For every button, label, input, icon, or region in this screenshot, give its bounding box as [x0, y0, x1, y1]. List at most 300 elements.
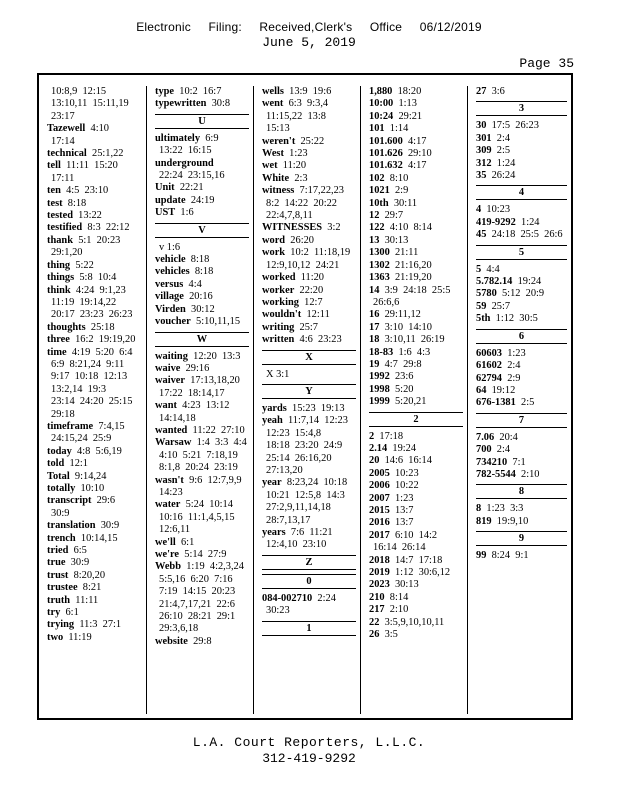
entry-references: 23:17: [51, 110, 75, 122]
entry-headword: test: [47, 197, 63, 209]
section-letter: Z: [262, 555, 356, 570]
entry-references: 5:8 10:4: [79, 272, 117, 284]
entry-references: 19:24: [517, 276, 542, 288]
entry-headword: wet: [262, 160, 278, 172]
entry-references: 13:10,11 15:11,19: [51, 98, 129, 110]
index-entry: [262, 98, 356, 110]
index-entry: [262, 515, 356, 527]
entry-references: 6:10 14:2: [394, 529, 438, 541]
index-entry: [47, 98, 142, 110]
index-entry: [476, 288, 567, 300]
entry-headword: West: [262, 148, 284, 160]
entry-headword: translation: [47, 520, 96, 532]
entry-references: 2:24: [317, 592, 336, 604]
entry-headword: thing: [47, 259, 71, 271]
entry-references: 5:20,21: [394, 396, 427, 408]
page-number: Page 35: [519, 56, 574, 71]
index-entry: [262, 285, 356, 297]
entry-references: 8:1,8 20:24 23:19: [159, 462, 238, 474]
index-entry: [369, 493, 463, 505]
entry-headword: 5: [476, 263, 482, 275]
entry-headword: 419-9292: [476, 216, 516, 228]
entry-references: 8:18: [194, 266, 214, 278]
entry-references: 21:4,7,17,21 22:6: [159, 598, 235, 610]
index-entry: [476, 444, 567, 456]
entry-headword: today: [47, 445, 72, 457]
index-entry: [47, 260, 142, 272]
index-entry: [369, 517, 463, 529]
section-letter: 0: [262, 574, 356, 589]
entry-headword: try: [47, 607, 61, 619]
entry-references: 21:16,20: [394, 259, 432, 271]
entry-references: 26:20: [290, 234, 314, 246]
entry-references: 4:8 5:6,19: [77, 445, 122, 457]
entry-references: 13:22: [78, 210, 102, 222]
entry-headword: 1302: [369, 259, 390, 271]
index-entry: [47, 533, 142, 545]
index-entry: [47, 160, 142, 172]
entry-headword: type: [155, 86, 175, 97]
entry-headword: 10:24: [369, 110, 394, 122]
entry-headword: 1,880: [369, 86, 393, 97]
index-entry: [369, 123, 463, 135]
entry-references: 29:1,20: [51, 247, 83, 259]
entry-headword: technical: [47, 148, 87, 160]
entry-headword: 101.632: [369, 160, 403, 172]
index-entry: [155, 254, 249, 266]
entry-headword: things: [47, 272, 75, 284]
index-entry: [155, 351, 249, 363]
entry-references: 13:22 16:15: [159, 145, 212, 157]
section-letter: 8: [476, 484, 567, 499]
index-entry: [155, 304, 249, 316]
entry-references: 4:4: [486, 263, 500, 275]
index-entry: [476, 360, 567, 372]
index-entry: [369, 160, 463, 172]
index-entry: [369, 86, 463, 98]
entry-references: 1:23 3:3: [486, 503, 524, 515]
index-entry: [47, 409, 142, 421]
index-entry: [47, 619, 142, 631]
entry-headword: 782-5544: [476, 468, 516, 480]
index-column: [39, 86, 146, 714]
section-letter: 5: [476, 245, 567, 260]
entry-headword: 217: [369, 604, 385, 616]
entry-references: 4:10 5:21 7:18,19: [159, 449, 238, 461]
entry-headword: 5th: [476, 313, 491, 325]
entry-headword: trying: [47, 619, 75, 631]
index-entry: [47, 384, 142, 396]
index-entry: [369, 247, 463, 259]
entry-references: 30:8: [211, 98, 231, 110]
entry-headword: 18-83: [369, 346, 394, 358]
section-letter: U: [155, 114, 249, 129]
entry-references: 17:13,18,20: [190, 375, 240, 387]
index-entry: [47, 123, 142, 135]
entry-headword: yards: [262, 402, 287, 414]
index-entry: [47, 545, 142, 557]
index-entry: [262, 403, 356, 415]
entry-headword: 309: [476, 145, 492, 157]
entry-headword: time: [47, 346, 67, 358]
index-entry: [155, 450, 249, 462]
entry-references: 8:21: [82, 582, 102, 594]
entry-references: 27:2,9,11,14,18: [266, 502, 331, 514]
entry-references: 25:7: [299, 321, 319, 333]
entry-references: 11:7,14 12:23: [288, 415, 348, 427]
entry-references: 23:14 24:20 25:15: [51, 396, 133, 408]
entry-headword: totally: [47, 483, 76, 494]
index-entry: [262, 210, 356, 222]
entry-references: 10:22: [394, 480, 419, 492]
entry-headword: two: [47, 631, 64, 643]
index-entry: [47, 222, 142, 234]
index-entry: [47, 285, 142, 297]
index-entry: [47, 570, 142, 582]
index-entry: [155, 388, 249, 400]
entry-headword: 1998: [369, 383, 390, 395]
index-entry: [476, 503, 567, 515]
entry-references: 26:24: [491, 170, 516, 182]
index-entry: [262, 527, 356, 539]
index-entry: [47, 148, 142, 160]
entry-headword: water: [155, 499, 181, 511]
entry-references: 1:24: [521, 216, 540, 228]
index-entry: [262, 477, 356, 489]
index-entry: [369, 542, 463, 554]
entry-references: 11:11: [75, 594, 99, 606]
entry-references: 10:16 11:1,4,5,15: [159, 511, 235, 523]
entry-headword: 60603: [476, 347, 502, 359]
entry-references: 12:1: [69, 458, 89, 470]
index-column: [253, 86, 360, 714]
entry-headword: 13: [369, 234, 380, 246]
entry-references: 12:9,10,12 24:21: [266, 259, 340, 271]
entry-headword: typewritten: [155, 98, 207, 110]
entry-references: 1:12 30:6,12: [394, 567, 451, 579]
index-entry: [47, 582, 142, 594]
index-entry: [262, 334, 356, 346]
entry-references: 1:14: [389, 123, 409, 135]
entry-headword: yeah: [262, 415, 283, 427]
entry-headword: witness: [262, 185, 295, 197]
index-entry: [476, 385, 567, 397]
index-entry: [155, 561, 249, 573]
index-entry: [155, 413, 249, 425]
index-entry: [369, 173, 463, 185]
entry-references: 4:23 13:12: [182, 400, 230, 412]
entry-headword: 4: [476, 204, 482, 216]
index-entry: [369, 347, 463, 359]
entry-references: 4:17: [407, 160, 427, 172]
entry-headword: tested: [47, 210, 73, 222]
entry-headword: writing: [262, 321, 295, 333]
entry-references: 10:10: [80, 483, 105, 494]
entry-headword: 10th: [369, 197, 389, 209]
index-entry: [369, 443, 463, 455]
index-entry: [262, 465, 356, 477]
filing-header-part: Office: [369, 20, 403, 34]
entry-headword: trustee: [47, 582, 78, 594]
entry-references: 25:1,22: [92, 148, 124, 160]
section-letter: W: [155, 332, 249, 347]
index-entry: [369, 384, 463, 396]
entry-headword: Warsaw: [155, 437, 192, 449]
index-entry: [262, 260, 356, 272]
entry-headword: worker: [262, 284, 295, 296]
entry-headword: 16: [369, 309, 380, 321]
entry-references: 29:18: [51, 408, 75, 420]
entry-references: 4:19 5:20 6:4: [71, 346, 133, 358]
entry-references: 5:12 20:9: [501, 288, 545, 300]
index-entry: [155, 182, 249, 194]
entry-references: 14:6 16:14: [384, 455, 432, 467]
entry-references: 29:16: [185, 362, 210, 374]
entry-references: 13:9 19:6: [289, 86, 332, 97]
entry-references: 14:14,18: [159, 412, 196, 424]
index-entry: [262, 605, 356, 617]
entry-references: 1:19 4:2,3,24: [186, 561, 244, 573]
entry-references: 30:11: [393, 197, 418, 209]
entry-references: 13:7: [394, 505, 414, 516]
entry-references: 1:13: [398, 98, 417, 110]
index-entry: [476, 204, 567, 216]
entry-headword: trust: [47, 569, 69, 581]
index-entry: [369, 272, 463, 284]
index-entry: [262, 86, 356, 98]
index-entry: [262, 123, 356, 135]
entry-references: 8:18: [190, 254, 210, 266]
entry-headword: 1999: [369, 396, 390, 408]
entry-headword: 2007: [369, 492, 390, 504]
entry-headword: 734210: [476, 456, 508, 468]
entry-references: 11:15,22 13:8: [266, 110, 326, 122]
section-letter: 1: [262, 621, 356, 636]
index-entry: [155, 586, 249, 598]
entry-headword: told: [47, 458, 65, 470]
entry-references: 7:4,15: [98, 420, 125, 432]
entry-references: 16:14 26:14: [373, 542, 426, 554]
entry-headword: waive: [155, 362, 181, 374]
index-entry: [262, 136, 356, 148]
index-entry: [155, 170, 249, 182]
entry-references: 21:11: [394, 247, 419, 259]
index-entry: [155, 400, 249, 412]
index-entry: [262, 148, 356, 160]
index-entry: [155, 86, 249, 98]
entry-references: 15:23 19:13: [292, 402, 345, 414]
entry-references: 4:17: [407, 135, 427, 147]
index-entry: [155, 462, 249, 474]
entry-headword: vehicle: [155, 254, 186, 266]
entry-references: 25:22: [300, 135, 325, 147]
entry-headword: 14: [369, 284, 380, 296]
entry-headword: 102: [369, 172, 385, 184]
entry-headword: 1363: [369, 272, 390, 284]
entry-references: 5:1 20:23: [78, 234, 121, 246]
index-entry: [369, 555, 463, 567]
entry-references: 24:18 25:5 26:6: [491, 229, 563, 241]
entry-headword: 61602: [476, 360, 502, 372]
entry-references: 22:24 23:15,16: [159, 170, 225, 182]
entry-references: 8:20,20: [73, 569, 106, 581]
entry-references: 30:9: [100, 520, 120, 532]
entry-headword: thoughts: [47, 321, 86, 333]
entry-headword: 676-1381: [476, 397, 516, 409]
entry-headword: 10:00: [369, 98, 394, 110]
index-entry: [155, 145, 249, 157]
entry-headword: work: [262, 247, 286, 259]
entry-references: 28:7,13,17: [266, 514, 311, 526]
entry-references: 29:6: [96, 495, 116, 507]
index-entry: [47, 309, 142, 321]
entry-references: 9:6 12:7,9,9: [189, 474, 242, 486]
index-entry: [476, 120, 567, 132]
entry-headword: 1021: [369, 185, 390, 197]
entry-headword: waiver: [155, 375, 186, 387]
entry-references: 10:8,9 12:15: [51, 86, 107, 97]
entry-headword: 301: [476, 132, 492, 144]
entry-references: 8:2 14:22 20:22: [266, 197, 338, 209]
entry-headword: Tazewell: [47, 123, 86, 135]
entry-headword: White: [262, 172, 290, 184]
index-entry: [47, 520, 142, 532]
entry-headword: versus: [155, 278, 184, 290]
index-entry: [155, 266, 249, 278]
entry-references: 1:6 4:3: [398, 346, 431, 358]
index-entry: [369, 579, 463, 591]
index-entry: [155, 574, 249, 586]
index-entry: [369, 98, 463, 110]
index-entry: [262, 173, 356, 185]
entry-headword: we'll: [155, 536, 176, 548]
entry-references: 30:12: [191, 303, 215, 315]
index-entry: [47, 557, 142, 569]
entry-references: 12:11: [306, 309, 330, 321]
index-entry: [47, 483, 142, 495]
entry-references: 2:10: [521, 468, 540, 480]
index-entry: [155, 375, 249, 387]
index-entry: [476, 133, 567, 145]
index-entry: [155, 98, 249, 110]
entry-references: 30:23: [266, 605, 290, 617]
entry-references: 2:3: [294, 172, 308, 184]
index-entry: [155, 537, 249, 549]
entry-references: 14:23: [159, 486, 183, 498]
index-entry: [262, 297, 356, 309]
index-entry: [155, 611, 249, 623]
entry-headword: 2016: [369, 517, 390, 529]
index-entry: [155, 636, 249, 648]
filing-header-part: Electronic: [136, 20, 191, 34]
entry-references: 16:2 19:19,20: [75, 334, 136, 346]
entry-references: 5:10,11,15: [196, 316, 241, 328]
index-entry: [47, 359, 142, 371]
index-entry: [262, 247, 356, 259]
entry-references: 17:14: [51, 135, 75, 147]
entry-headword: WITNESSES: [262, 222, 323, 234]
index-entry: [155, 623, 249, 635]
index-entry: [369, 359, 463, 371]
index-entry: [476, 313, 567, 325]
entry-headword: wells: [262, 86, 284, 97]
transcript-date: June 5, 2019: [262, 35, 356, 50]
index-entry: [476, 264, 567, 276]
entry-headword: 5.782.14: [476, 276, 513, 288]
entry-headword: 22: [369, 616, 380, 628]
entry-headword: trench: [47, 532, 76, 544]
entry-headword: working: [262, 296, 299, 308]
index-entry: [369, 396, 463, 408]
entry-references: 29:11,12: [384, 309, 421, 321]
entry-headword: village: [155, 291, 184, 303]
entry-headword: tried: [47, 545, 69, 557]
index-entry: [369, 371, 463, 383]
entry-references: 20:16: [189, 291, 213, 303]
index-entry: [47, 173, 142, 185]
entry-references: 2:9: [394, 185, 409, 197]
index-entry: [47, 111, 142, 123]
entry-references: 3:9 24:18 25:5: [384, 284, 451, 296]
index-entry: [47, 185, 142, 197]
entry-headword: year: [262, 477, 282, 489]
index-entry: [262, 160, 356, 172]
entry-references: 12:20 13:3: [193, 350, 241, 362]
entry-headword: 59: [476, 300, 487, 312]
entry-headword: wanted: [155, 424, 188, 436]
index-entry: [155, 549, 249, 561]
index-entry: [476, 229, 567, 241]
entry-headword: 2015: [369, 505, 390, 516]
entry-references: 15:13: [266, 123, 290, 135]
index-entry: [369, 604, 463, 616]
entry-references: 19:24: [392, 442, 417, 454]
entry-headword: 2017: [369, 529, 390, 541]
index-entry: [155, 158, 249, 170]
index-entry: [262, 502, 356, 514]
entry-references: 10:21 12:5,8 14:3: [266, 489, 345, 501]
section-letter: 9: [476, 531, 567, 546]
index-entry: [262, 272, 356, 284]
entry-headword: waiting: [155, 350, 188, 362]
index-entry: [47, 371, 142, 383]
index-entry: [47, 607, 142, 619]
entry-references: 11:19: [68, 631, 92, 643]
index-column: [467, 86, 571, 714]
index-entry: [262, 369, 356, 381]
index-entry: [476, 457, 567, 469]
index-entry: [476, 276, 567, 288]
entry-references: 10:2 11:18,19: [290, 247, 351, 259]
index-entry: [476, 516, 567, 528]
index-entry: [369, 309, 463, 321]
entry-references: 6:1: [180, 536, 195, 548]
entry-references: 2:10: [389, 604, 409, 616]
entry-headword: 64: [476, 384, 487, 396]
filing-header-part: Filing:: [208, 20, 242, 34]
entry-references: 8:18: [67, 197, 87, 209]
entry-headword: 27: [476, 86, 487, 97]
entry-references: 9:14,24: [74, 470, 107, 482]
entry-references: 29:10: [407, 148, 432, 160]
entry-references: 6:3 9:3,4: [288, 98, 329, 110]
index-entry: [476, 432, 567, 444]
index-entry: [369, 567, 463, 579]
entry-references: 7:19 14:15 20:23: [159, 586, 236, 598]
entry-headword: weren't: [262, 135, 296, 147]
reporter-company: L.A. Court Reporters, L.L.C.: [192, 735, 426, 750]
index-entry: [155, 242, 249, 254]
